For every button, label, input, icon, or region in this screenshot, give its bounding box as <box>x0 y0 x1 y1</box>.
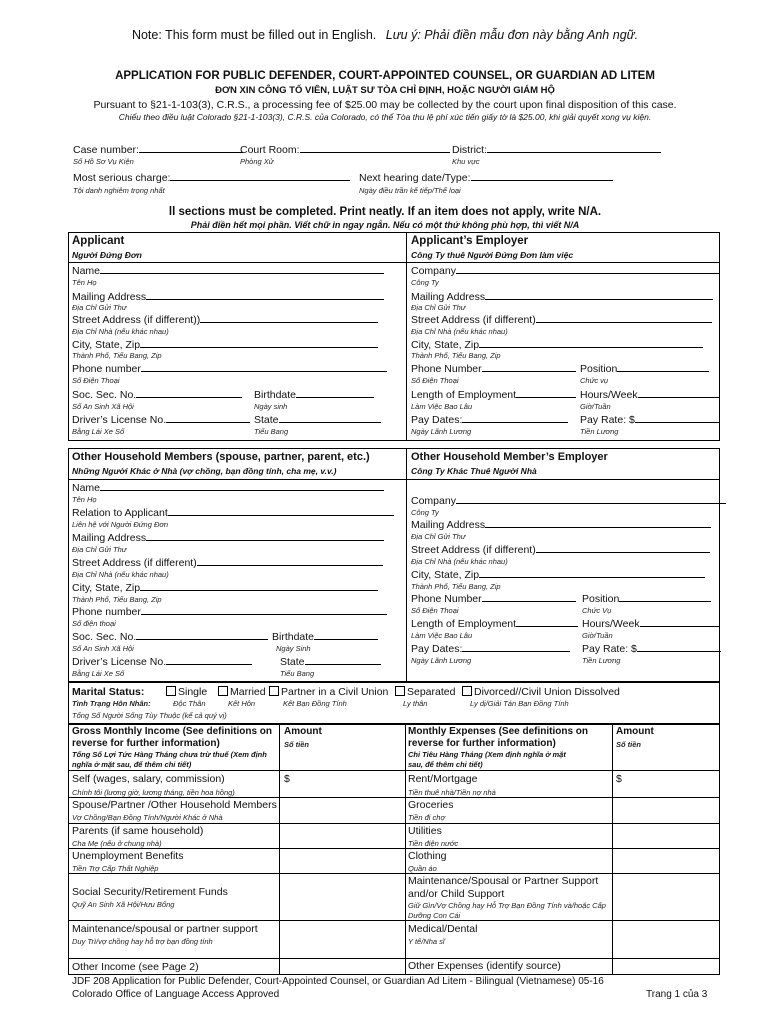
court-room-label-vi: Phòng Xử <box>240 157 274 166</box>
household-name-field[interactable]: Name <box>72 481 384 494</box>
expenses-amount-heading-vi: Số tiền <box>616 740 642 749</box>
expense-groceries-vi: Tiền đi chợ <box>408 813 445 822</box>
employer-mailing-field[interactable]: Mailing Address <box>411 290 713 303</box>
marital-label: Marital Status: <box>72 686 145 698</box>
employer-company-vi: Công Ty <box>411 278 439 287</box>
employer-length-field[interactable]: Length of Employment <box>411 388 576 401</box>
single-checkbox[interactable] <box>166 686 176 696</box>
other-employer-position-field[interactable]: Position <box>582 592 711 605</box>
employer-phone-vi: Số Điện Thoại <box>411 376 459 385</box>
expense-medical-label: Medical/Dental <box>408 923 478 935</box>
expenses-heading: Monthly Expenses (See definitions on reverse for further information) <box>408 726 589 749</box>
applicant-street-field[interactable]: Street Address (if different)) <box>72 313 378 326</box>
expense-rent-label: Rent/Mortgage <box>408 773 478 785</box>
other-employer-mailing-field[interactable]: Mailing Address <box>411 518 711 531</box>
district-label: District: <box>452 143 661 156</box>
household-dl-field[interactable]: Driver’s License No. <box>72 655 252 668</box>
applicant-state-vi: Tiểu Bang <box>254 427 289 436</box>
applicant-phone-vi: Số Điện Thoại <box>72 376 120 385</box>
household-heading-vi: Những Người Khác ở Nhà (vợ chồng, bạn đồng tính, cha mẹ, v.v.) <box>72 466 337 476</box>
civil-union-checkbox[interactable] <box>269 686 279 696</box>
household-ssn-field[interactable]: Soc. Sec. No. <box>72 630 268 643</box>
household-phone-vi: Số điện thoại <box>72 619 116 628</box>
married-vi: Kết Hôn <box>228 699 256 708</box>
employer-phone-field[interactable]: Phone Number <box>411 362 576 375</box>
applicant-dl-vi: Bằng Lái Xe Số <box>72 427 125 436</box>
marital-married-option[interactable]: Married <box>218 686 266 698</box>
note-vi: Lưu ý: Phải điền mẫu đơn này bằng Anh ngữ. <box>385 28 639 42</box>
applicant-birth-vi: Ngày sinh <box>254 402 288 411</box>
other-employer-company-vi: Công Ty <box>411 508 439 517</box>
expense-clothing-label: Clothing <box>408 850 447 862</box>
expenses-amount-heading: Amount <box>616 726 654 737</box>
single-vi: Độc Thân <box>173 699 206 708</box>
expense-utilities-vi: Tiền điện nước <box>408 839 459 848</box>
employer-paydates-vi: Ngày Lãnh Lương <box>411 427 472 436</box>
other-employer-street-vi: Địa Chỉ Nhà (nếu khác nhau) <box>411 557 508 566</box>
income-heading-vi: Tổng Số Lợi Tức Hàng Tháng chưa trừ thuế (Xem định nghĩa ở mặt sau, để thêm chi tiết) <box>72 750 267 769</box>
other-employer-length-vi: Làm Việc Bao Lâu <box>411 631 473 640</box>
applicant-dl-field[interactable]: Driver’s License No. <box>72 413 250 426</box>
applicant-city-vi: Thành Phố, Tiểu Bang, Zip <box>72 351 162 360</box>
charge-label-vi: Tội danh nghiêm trọng nhất <box>73 186 165 195</box>
income-social-security-vi: Quỹ An Sinh Xã Hội/Hưu Bổng <box>72 900 175 909</box>
case-number-label-vi: Số Hồ Sơ Vụ Kiện <box>73 157 134 166</box>
employer-city-vi: Thành Phố, Tiểu Bang, Zip <box>411 351 501 360</box>
marital-civil-union-option[interactable]: Partner in a Civil Union <box>269 686 388 698</box>
applicant-birth-field[interactable]: Birthdate <box>254 388 374 401</box>
income-maintenance-vi: Duy Trì/vợ chồng hay hỗ trợ bạn đồng tính <box>72 937 213 946</box>
expense-support-vi: Giữ Gìn/Vợ Chồng hay Hỗ Trợ Bạn Đồng Tính và/hoặc Cấp Dưỡng Con Cái <box>408 901 606 920</box>
employer-length-vi: Làm Việc Bao Lâu <box>411 402 473 411</box>
applicant-city-field[interactable]: City, State, Zip <box>72 338 378 351</box>
instructions-vi: Phải điền hết mọi phần. Viết chữ in ngay ngắn. Nếu có một thứ không phù hợp, thì viết N/A <box>190 220 580 230</box>
employer-city-field[interactable]: City, State, Zip <box>411 338 703 351</box>
employer-company-field[interactable]: Company <box>411 264 720 277</box>
other-employer-hours-vi: Giờ/Tuần <box>582 631 613 640</box>
district-label-vi: Khu vực <box>452 157 480 166</box>
household-street-field[interactable]: Street Address (if different) <box>72 556 383 569</box>
household-mailing-field[interactable]: Mailing Address <box>72 531 384 544</box>
other-employer-heading-vi: Công Ty Khác Thuê Người Nhà <box>411 466 537 476</box>
applicant-ssn-vi: Số An Sinh Xã Hội <box>72 402 134 411</box>
expense-groceries-label: Groceries <box>408 799 454 811</box>
pursuant-text: Pursuant to §21-1-103(3), C.R.S., a processing fee of $25.00 may be collected by the court upon final disposition of this case. <box>93 99 677 111</box>
footer-page-number: Trang 1 của 3 <box>646 989 708 1000</box>
pursuant-text-vi: Chiểu theo điều luật Colorado §21-1-103(3), C.R.S. của Colorado, có thể Tòa thu lệ phí xúc tiến giấy tờ là $25.00, khi giải quyết xong vụ kiện. <box>118 112 652 122</box>
income-spouse-vi: Vợ Chồng/Bạn Đồng Tính/Người Khác ở Nhà <box>72 813 223 822</box>
other-employer-payrate-field[interactable]: Pay Rate: $ <box>582 642 721 655</box>
household-relation-vi: Liên hệ với Người Đứng Đơn <box>72 520 169 529</box>
employer-position-vi: Chức vụ <box>580 376 609 385</box>
applicant-ssn-field[interactable]: Soc. Sec. No. <box>72 388 242 401</box>
household-phone-field[interactable]: Phone number <box>72 605 387 618</box>
applicant-street-vi: Địa Chỉ Nhà (nếu khác nhau) <box>72 327 169 336</box>
other-employer-payrate-vi: Tiền Lương <box>582 656 621 665</box>
income-parents-vi: Cha Mẹ (nếu ở chung nhà) <box>72 839 162 848</box>
household-state-field[interactable]: State <box>280 655 381 668</box>
employer-street-vi: Địa Chỉ Nhà (nếu khác nhau) <box>411 327 508 336</box>
income-maintenance-label: Maintenance/spousal or partner support <box>72 923 258 935</box>
income-self-label: Self (wages, salary, commission) <box>72 773 225 785</box>
note-en: Note: This form must be filled out in English. <box>131 28 377 42</box>
household-dl-vi: Bằng Lái Xe Số <box>72 669 125 678</box>
dependents-vi: Tổng Số Người Sống Tùy Thuộc (kể cả quý vị) <box>72 711 227 720</box>
expense-rent-amount[interactable]: $ <box>616 773 622 785</box>
income-other-label: Other Income (see Page 2) <box>72 961 199 973</box>
marital-separated-option[interactable]: Separated <box>395 686 455 698</box>
civil-union-vi: Kết Bạn Đồng Tính <box>283 699 347 708</box>
employer-position-field[interactable]: Position <box>580 362 709 375</box>
divorced-vi: Ly dị/Giải Tán Bạn Đồng Tính <box>470 699 569 708</box>
expense-medical-vi: Y tế/Nha sĩ <box>408 937 445 946</box>
income-unemployment-label: Unemployment Benefits <box>72 850 184 862</box>
income-spouse-label: Spouse/Partner /Other Household Members <box>72 799 277 811</box>
employer-mailing-vi: Địa Chỉ Gửi Thư <box>411 303 466 312</box>
divorced-checkbox[interactable] <box>462 686 472 696</box>
other-employer-paydates-vi: Ngày Lãnh Lương <box>411 656 472 665</box>
household-state-vi: Tiểu Bang <box>280 669 315 678</box>
other-employer-phone-field[interactable]: Phone Number <box>411 592 576 605</box>
applicant-state-field[interactable]: State <box>254 413 381 426</box>
separated-vi: Ly thân <box>403 699 428 708</box>
applicant-mailing-vi: Địa Chỉ Gửi Thư <box>72 303 127 312</box>
other-employer-street-field[interactable]: Street Address (if different) <box>411 543 710 556</box>
income-amount-heading: Amount <box>284 726 322 737</box>
income-amount-heading-vi: Số tiền <box>284 740 310 749</box>
other-employer-heading: Other Household Member’s Employer <box>411 451 608 463</box>
footer-office: Colorado Office of Language Access Approved <box>72 989 280 1000</box>
household-name-vi: Tên Họ <box>72 495 97 504</box>
other-employer-mailing-vi: Địa Chỉ Gửi Thư <box>411 532 466 541</box>
household-birth-field[interactable]: Birthdate <box>272 630 378 643</box>
other-employer-phone-vi: Số Điện Thoại <box>411 606 459 615</box>
instructions: ll sections must be completed. Print neatly. If an item does not apply, write N/A. <box>168 206 602 218</box>
other-employer-position-vi: Chức Vụ <box>582 606 612 615</box>
separated-checkbox[interactable] <box>395 686 405 696</box>
court-room-label: Court Room: <box>240 143 450 156</box>
marital-divorced-option[interactable]: Divorced//Civil Union Dissolved <box>462 686 620 698</box>
employer-payrate-vi: Tiền Lương <box>580 427 619 436</box>
other-employer-hours-field[interactable]: Hours/Week <box>582 617 720 630</box>
employer-hours-field[interactable]: Hours/Week <box>580 388 720 401</box>
other-employer-company-field[interactable]: Company <box>411 494 726 507</box>
married-checkbox[interactable] <box>218 686 228 696</box>
form-title: APPLICATION FOR PUBLIC DEFENDER, COURT-APPOINTED COUNSEL, OR GUARDIAN AD LITEM <box>115 70 655 82</box>
employer-hours-vi: Giờ/Tuần <box>580 402 611 411</box>
expense-utilities-label: Utilities <box>408 825 442 837</box>
case-number-label: Case number: <box>73 143 243 156</box>
applicant-heading: Applicant <box>72 235 125 247</box>
charge-label: Most serious charge: <box>73 171 350 184</box>
applicant-phone-field[interactable]: Phone number <box>72 362 387 375</box>
employer-heading: Applicant’s Employer <box>411 235 529 247</box>
income-heading: Gross Monthly Income (See definitions on reverse for further information) <box>72 726 273 749</box>
household-heading: Other Household Members (spouse, partner, parent, etc.) <box>72 451 370 463</box>
income-self-vi: Chính tôi (lương giờ, lương tháng, tiền hoa hồng) <box>72 788 235 797</box>
income-unemployment-vi: Tiền Trợ Cấp Thất Nghiệp <box>72 864 159 873</box>
household-city-vi: Thành Phố, Tiểu Bang, Zip <box>72 595 162 604</box>
employer-heading-vi: Công Ty thuê Người Đứng Đơn làm việc <box>411 250 574 260</box>
employer-street-field[interactable]: Street Address (if different) <box>411 313 712 326</box>
employer-paydates-field[interactable]: Pay Dates: <box>411 413 568 426</box>
expenses-heading-vi: Chi Tiêu Hàng Tháng (Xem định nghĩa ở mặt sau, để thêm chi tiết) <box>408 750 566 769</box>
applicant-mailing-field[interactable]: Mailing Address <box>72 290 384 303</box>
income-social-security-label: Social Security/Retirement Funds <box>72 886 228 898</box>
income-self-amount[interactable]: $ <box>284 773 290 785</box>
expense-clothing-vi: Quần áo <box>408 864 437 873</box>
other-employer-paydates-field[interactable]: Pay Dates: <box>411 642 570 655</box>
applicant-name-vi: Tên Họ <box>72 278 97 287</box>
household-birth-vi: Ngày Sinh <box>276 644 311 653</box>
form-note <box>0 28 770 42</box>
applicant-name-field[interactable]: Name <box>72 264 384 277</box>
expense-other-label: Other Expenses (identify source) <box>408 960 561 972</box>
expense-rent-vi: Tiền thuê nhà/Tiền nợ nhà <box>408 788 496 797</box>
household-relation-field[interactable]: Relation to Applicant <box>72 506 394 519</box>
footer-form-id: JDF 208 Application for Public Defender, Court-Appointed Counsel, or Guardian Ad Litem - Bilingual (Vietnamese) 05-16 <box>72 976 604 987</box>
other-employer-length-field[interactable]: Length of Employment <box>411 617 578 630</box>
marital-single-option[interactable]: Single <box>166 686 207 698</box>
employer-payrate-field[interactable]: Pay Rate: $ <box>580 413 719 426</box>
household-ssn-vi: Số An Sinh Xã Hội <box>72 644 134 653</box>
hearing-label: Next hearing date/Type: <box>359 171 613 184</box>
expense-support-label: Maintenance/Spousal or Partner Support and/or Child Support <box>408 875 599 900</box>
other-employer-city-vi: Thành Phố, Tiểu Bang, Zip <box>411 582 501 591</box>
other-employer-city-field[interactable]: City, State, Zip <box>411 568 705 581</box>
hearing-label-vi: Ngày điều trần kế tiếp/Thể loại <box>359 186 461 195</box>
household-mailing-vi: Địa Chỉ Gửi Thư <box>72 545 127 554</box>
form-title-vi: ĐƠN XIN CÔNG TỐ VIÊN, LUẬT SƯ TÒA CHỈ ĐỊNH, HOẶC NGƯỜI GIÁM HỘ <box>215 85 555 96</box>
household-city-field[interactable]: City, State, Zip <box>72 581 378 594</box>
income-parents-label: Parents (if same household) <box>72 825 204 837</box>
applicant-heading-vi: Người Đứng Đơn <box>72 250 142 260</box>
marital-label-vi: Tình Trạng Hôn Nhân: <box>72 699 151 708</box>
household-street-vi: Địa Chỉ Nhà (nếu khác nhau) <box>72 570 169 579</box>
